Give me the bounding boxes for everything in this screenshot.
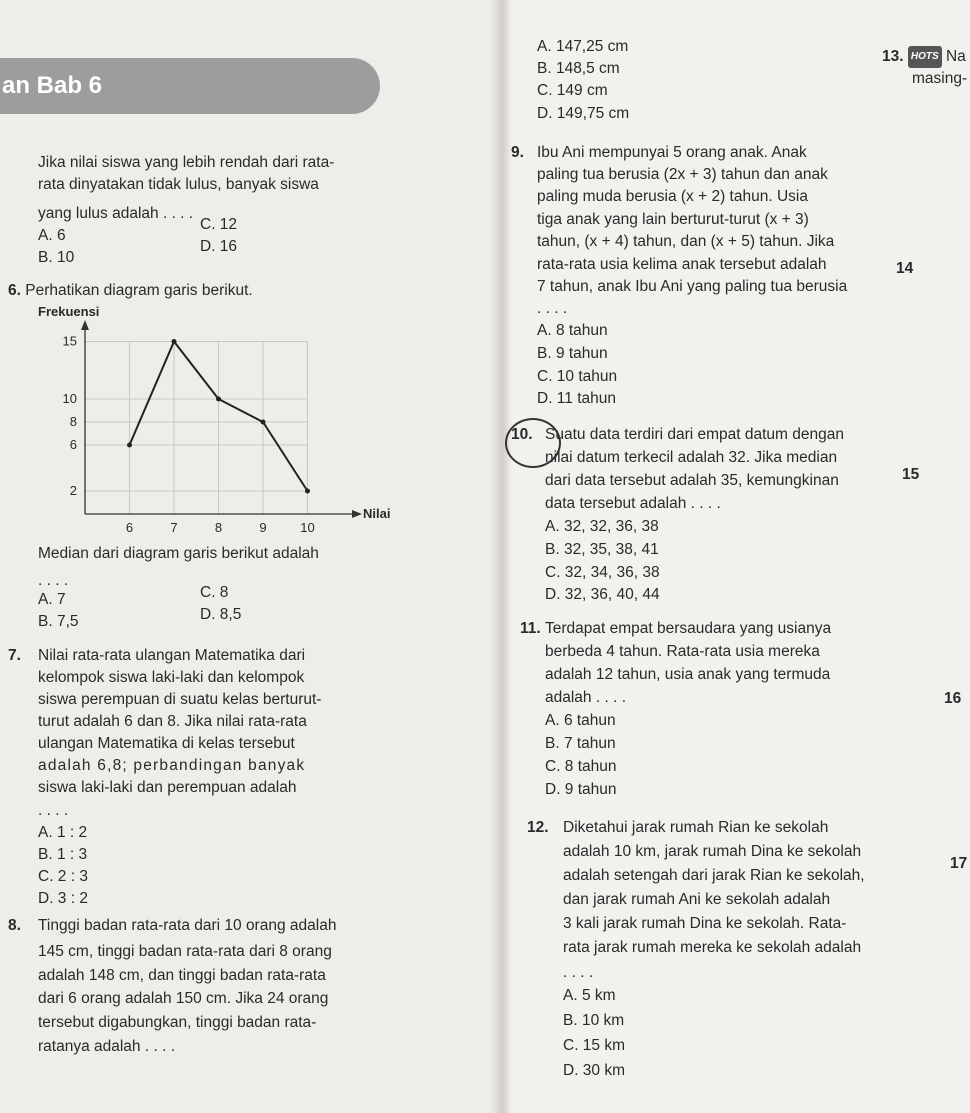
q10-option-c[interactable]: C. 32, 34, 36, 38 [545, 564, 660, 581]
q12-stem-line: adalah setengah dari jarak Rian ke sekolah, [563, 867, 865, 884]
q7-stem-line: . . . . [38, 802, 69, 819]
margin-number: 15 [902, 466, 920, 483]
q7-stem-line: siswa laki-laki dan perempuan adalah [38, 779, 297, 796]
y-tick-label: 10 [62, 391, 77, 406]
x-tick-label: 10 [300, 520, 315, 535]
q6-question [8, 280, 253, 302]
q7-option-b[interactable]: B. 1 : 3 [38, 846, 88, 863]
q13-number: 13. [882, 48, 904, 66]
q11-option-b[interactable]: B. 7 tahun [545, 735, 616, 752]
chapter-banner-title: an Bab 6 [2, 72, 103, 99]
q7-stem-line: adalah 6,8; perbandingan banyak [38, 757, 306, 774]
margin-number: 14 [896, 260, 914, 277]
q10-option-a[interactable]: A. 32, 32, 36, 38 [545, 518, 659, 535]
x-axis-arrow [352, 510, 362, 518]
q10-stem-line: data tersebut adalah . . . . [545, 495, 721, 512]
y-tick-label: 15 [62, 333, 77, 349]
hots-badge: HOTS [908, 46, 942, 68]
q7-option-d[interactable]: D. 3 : 2 [38, 890, 88, 907]
q7-stem-line: kelompok siswa laki-laki dan kelompok [38, 669, 305, 686]
q12-stem-line: adalah 10 km, jarak rumah Dina ke sekolah [563, 843, 862, 860]
q9-stem-line: paling tua berusia (2x + 3) tahun dan anak [537, 166, 828, 183]
y-axis-arrow [81, 320, 89, 330]
q7-stem-line: turut adalah 6 dan 8. Jika nilai rata-rata [38, 713, 307, 730]
data-point [127, 443, 132, 448]
q8-option-c[interactable]: C. 149 cm [537, 82, 608, 99]
q8-stem-line: Tinggi badan rata-rata dari 10 orang adalah [38, 917, 337, 934]
q11-option-c[interactable]: C. 8 tahun [545, 758, 617, 775]
y-axis-title: Frekuensi [38, 304, 100, 319]
q7-option-a[interactable]: A. 1 : 2 [38, 824, 88, 841]
q9-stem-line: Ibu Ani mempunyai 5 orang anak. Anak [537, 144, 807, 161]
q11-number: 11. [520, 620, 541, 637]
q11-stem-line: adalah . . . . [545, 689, 626, 706]
q8-option-a[interactable]: A. 147,25 cm [537, 38, 629, 55]
q11-stem-line: berbeda 4 tahun. Rata-rata usia mereka [545, 643, 820, 660]
q13-header [882, 46, 966, 68]
x-tick-label: 7 [170, 520, 178, 535]
q5-option-b[interactable]: B. 10 [38, 249, 75, 266]
data-point [172, 339, 177, 344]
q11-stem-line: adalah 12 tahun, usia anak yang termuda [545, 666, 831, 683]
data-point [216, 397, 221, 402]
q7-stem-line: ulangan Matematika di kelas tersebut [38, 735, 295, 752]
y-tick-label: 2 [69, 483, 77, 498]
data-point [305, 489, 310, 494]
q8-stem-line: ratanya adalah . . . . [38, 1038, 176, 1055]
q12-stem-line: rata jarak rumah mereka ke sekolah adalah [563, 939, 862, 956]
q6-option-d[interactable]: D. 8,5 [200, 606, 242, 623]
q10-option-d[interactable]: D. 32, 36, 40, 44 [545, 586, 660, 603]
q10-stem-line: nilai datum terkecil adalah 32. Jika median [545, 449, 838, 466]
q5-option-a[interactable]: A. 6 [38, 227, 66, 244]
y-tick-label: 8 [69, 414, 77, 429]
q12-stem-line: dan jarak rumah Ani ke sekolah adalah [563, 891, 831, 908]
x-axis-title: Nilai [363, 506, 391, 521]
q10-stem-line: Suatu data terdiri dari empat datum dengan [545, 426, 844, 443]
q9-option-c[interactable]: C. 10 tahun [537, 368, 618, 385]
data-point [261, 420, 266, 425]
q8-stem-line: 145 cm, tinggi badan rata-rata dari 8 orang [38, 943, 332, 960]
q9-stem-line: tiga anak yang lain berturut-turut (x + 3) [537, 211, 809, 228]
q5-option-d[interactable]: D. 16 [200, 238, 238, 255]
q12-option-b[interactable]: B. 10 km [563, 1012, 625, 1029]
q9-stem-line: 7 tahun, anak Ibu Ani yang paling tua berusia [537, 278, 848, 295]
q8-number: 8. [8, 917, 21, 934]
x-tick-label: 8 [214, 520, 223, 535]
line-chart [30, 300, 400, 540]
q7-option-c[interactable]: C. 2 : 3 [38, 868, 88, 885]
q12-option-d[interactable]: D. 30 km [563, 1062, 626, 1079]
q10-number: 10. [511, 426, 533, 443]
q7-number: 7. [8, 647, 21, 664]
q6-stem: Perhatikan diagram garis berikut. [25, 282, 253, 299]
q8-option-d[interactable]: D. 149,75 cm [537, 105, 630, 122]
q9-stem-line: . . . . [537, 300, 568, 317]
q12-stem-line: 3 kali jarak rumah Dina ke sekolah. Rata- [563, 915, 847, 932]
q8-stem-line: dari 6 orang adalah 150 cm. Jika 24 orang [38, 990, 329, 1007]
q5-option-c[interactable]: C. 12 [200, 216, 238, 233]
y-tick-label: 6 [69, 437, 77, 452]
margin-number: 16 [944, 690, 962, 707]
q13-text: Na [945, 48, 966, 66]
q10-option-b[interactable]: B. 32, 35, 38, 41 [545, 541, 659, 558]
q9-number: 9. [511, 144, 524, 161]
q10-stem-line: dari data tersebut adalah 35, kemungkinan [545, 472, 839, 489]
q11-stem-line: Terdapat empat bersaudara yang usianya [545, 620, 832, 637]
q9-option-a[interactable]: A. 8 tahun [537, 322, 608, 339]
q12-stem-line: Diketahui jarak rumah Rian ke sekolah [563, 819, 829, 836]
q8-stem-line: tersebut digabungkan, tinggi badan rata- [38, 1014, 317, 1031]
q6-number: 6. [8, 282, 21, 299]
q13-line: masing- [912, 70, 968, 87]
q9-option-d[interactable]: D. 11 tahun [537, 390, 616, 407]
x-tick-label: 9 [259, 520, 267, 535]
q9-stem-line: tahun, (x + 4) tahun, dan (x + 5) tahun. Jika [537, 233, 835, 250]
q8-stem-line: adalah 148 cm, dan tinggi badan rata-rata [38, 967, 326, 984]
q9-stem-line: paling muda berusia (x + 2) tahun. Usia [537, 188, 808, 205]
q5-stem-line: Jika nilai siswa yang lebih rendah dari rata- [38, 154, 335, 171]
q6-option-c[interactable]: C. 8 [200, 584, 229, 601]
q12-option-a[interactable]: A. 5 km [563, 987, 616, 1004]
x-tick-labels [126, 520, 315, 535]
chart-grid [85, 342, 308, 515]
q12-stem-line: . . . . [563, 964, 594, 981]
q7-stem-line: siswa perempuan di suatu kelas berturut- [38, 691, 322, 708]
x-tick-label: 6 [125, 520, 134, 535]
q12-option-c[interactable]: C. 15 km [563, 1037, 626, 1054]
q9-option-b[interactable]: B. 9 tahun [537, 345, 608, 362]
q5-stem-line: yang lulus adalah . . . . [38, 205, 194, 222]
q6-option-b[interactable]: B. 7,5 [38, 613, 79, 630]
q6-question-line: . . . . [38, 572, 69, 589]
q6-option-a[interactable]: A. 7 [38, 591, 66, 608]
q5-stem-line: rata dinyatakan tidak lulus, banyak siswa [38, 176, 319, 193]
q11-option-d[interactable]: D. 9 tahun [545, 781, 617, 798]
margin-number: 17 [950, 855, 968, 872]
q6-question-line: Median dari diagram garis berikut adalah [38, 545, 319, 562]
y-tick-labels [63, 334, 77, 499]
q12-number: 12. [527, 819, 549, 836]
q8-option-b[interactable]: B. 148,5 cm [537, 60, 620, 77]
q7-stem-line: Nilai rata-rata ulangan Matematika dari [38, 647, 306, 664]
q11-option-a[interactable]: A. 6 tahun [545, 712, 616, 729]
book-spine [490, 0, 512, 1113]
q9-stem-line: rata-rata usia kelima anak tersebut adalah [537, 256, 827, 273]
